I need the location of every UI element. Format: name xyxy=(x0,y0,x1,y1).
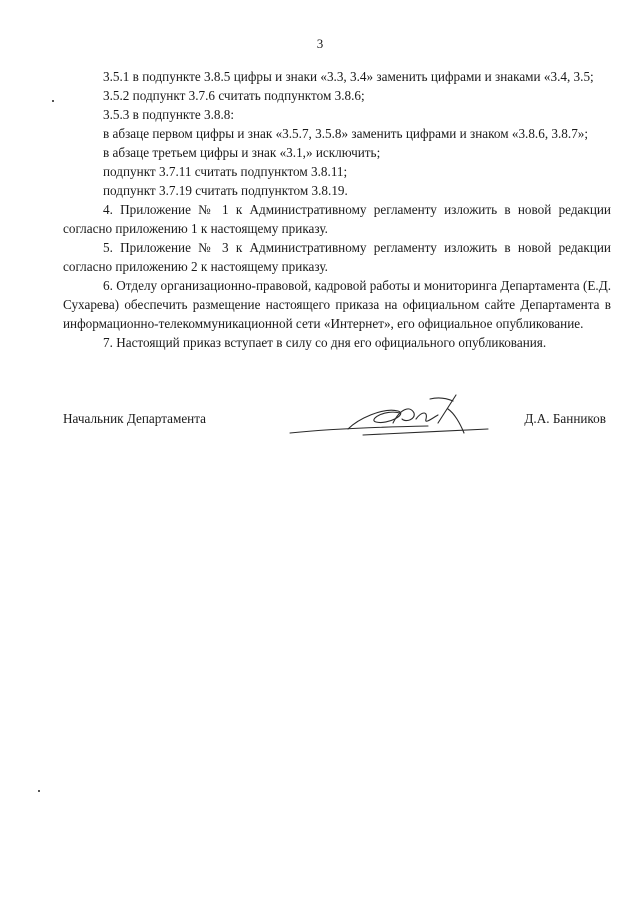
paragraph: 3.5.3 в подпункте 3.8.8: xyxy=(103,107,235,122)
paragraph: 6. Отделу организационно-правовой, кадровой работы и мониторинга Департамента (Е.Д. Сухарева) обеспечить размещение настоящего приказа на официальном сайте Департамента в информационно-телекоммуникационной сети «Интернет», его официальное опубликование. xyxy=(63,278,611,331)
paragraph: 7. Настоящий приказ вступает в силу со дня его официального опубликования. xyxy=(103,335,547,350)
paragraph: подпункт 3.7.11 считать подпунктом 3.8.11; xyxy=(103,164,348,179)
signature-block xyxy=(63,411,611,433)
scan-mark xyxy=(52,100,54,102)
paragraph: в абзаце третьем цифры и знак «3.1,» исключить; xyxy=(103,145,381,160)
paragraph: в абзаце первом цифры и знак «3.5.7, 3.5.8» заменить цифрами и знаком «3.8.6, 3.8.7»; xyxy=(103,126,589,141)
paragraph: 3.5.1 в подпункте 3.8.5 цифры и знаки «3.3, 3.4» заменить цифрами и знаками «3.4, 3.5; xyxy=(103,69,594,84)
document-body xyxy=(63,67,611,352)
paragraph: 3.5.2 подпункт 3.7.6 считать подпунктом 3.8.6; xyxy=(103,88,365,103)
paragraph: подпункт 3.7.19 считать подпунктом 3.8.19. xyxy=(103,183,348,198)
page-number: 3 xyxy=(316,36,324,51)
paragraph: 4. Приложение № 1 к Административному регламенту изложить в новой редакции согласно приложению 1 к настоящему приказу. xyxy=(63,202,611,236)
handwritten-signature-icon xyxy=(288,389,498,441)
signatory-title: Начальник Департамента xyxy=(63,411,207,426)
signatory-name: Д.А. Банников xyxy=(524,411,606,426)
paragraph: 5. Приложение № 3 к Административному регламенту изложить в новой редакции согласно приложению 2 к настоящему приказу. xyxy=(63,240,611,274)
scan-mark xyxy=(38,790,40,792)
